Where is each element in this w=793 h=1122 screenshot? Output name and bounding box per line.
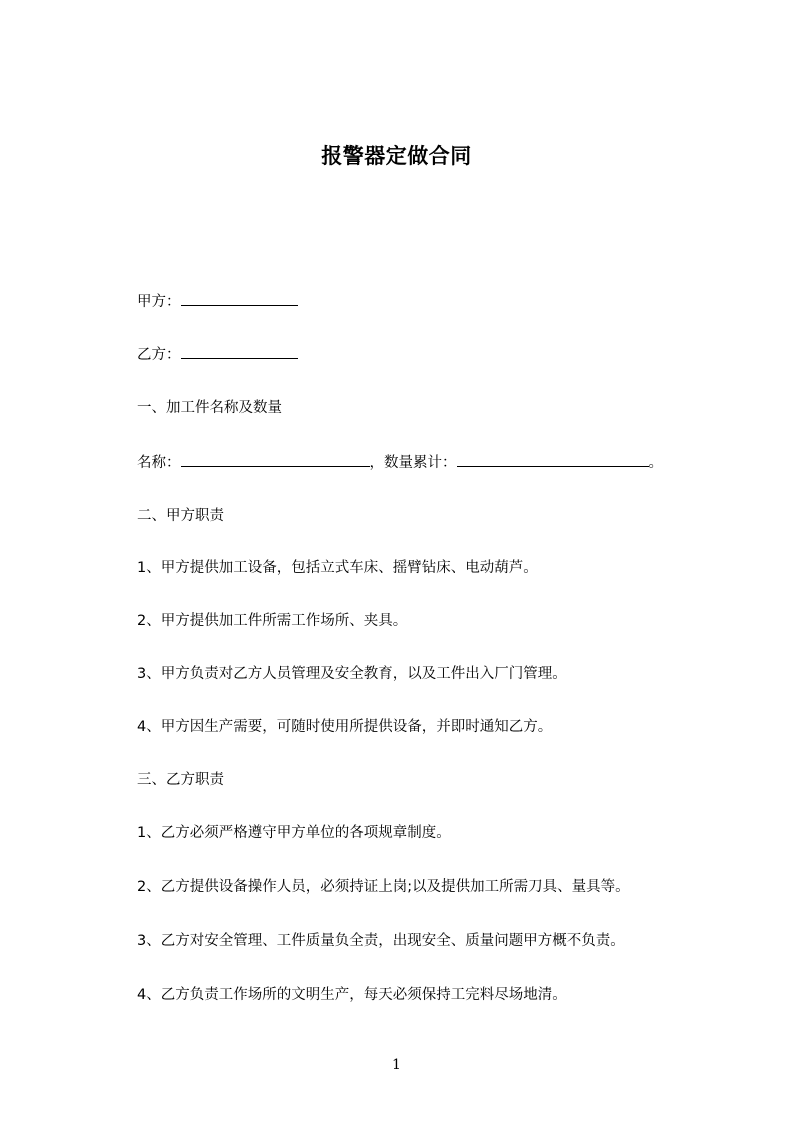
section-2-heading: 二、甲方职责 [137,508,224,524]
name-label: 名称： [137,455,181,471]
party-a-blank [181,291,298,306]
party-a-label: 甲方： [137,294,181,310]
end-mark: 。 [648,455,663,471]
party-b-duty-item: 1、乙方必须严格遵守甲方单位的各项规章制度。 [137,825,451,841]
party-b-blank [181,344,298,359]
party-a-duty-item: 3、甲方负责对乙方人员管理及安全教育，以及工件出入厂门管理。 [137,666,567,682]
party-b-line [137,344,298,365]
party-b-duty-item: 2、乙方提供设备操作人员，必须持证上岗;以及提供加工所需刀具、量具等。 [137,879,630,895]
quantity-label: ，数量累计： [369,455,457,471]
section-3-heading: 三、乙方职责 [137,772,224,788]
party-b-label: 乙方： [137,347,181,363]
party-b-duty-item: 4、乙方负责工作场所的文明生产，每天必须保持工完料尽场地清。 [137,987,567,1003]
name-blank [181,452,370,467]
party-a-duty-item: 1、甲方提供加工设备，包括立式车床、摇臂钻床、电动葫芦。 [137,560,538,576]
party-b-duty-item: 3、乙方对安全管理、工件质量负全责，出现安全、质量问题甲方概不负责。 [137,933,625,949]
party-a-line [137,291,298,312]
party-a-duty-item: 2、甲方提供加工件所需工作场所、夹具。 [137,613,408,629]
party-a-duty-item: 4、甲方因生产需要，可随时使用所提供设备，并即时通知乙方。 [137,719,553,735]
quantity-blank [457,452,649,467]
item-name-quantity-line [137,452,663,473]
section-1-heading: 一、加工件名称及数量 [137,400,282,416]
page-number: 1 [392,1057,401,1073]
contract-title: 报警器定做合同 [321,144,472,168]
